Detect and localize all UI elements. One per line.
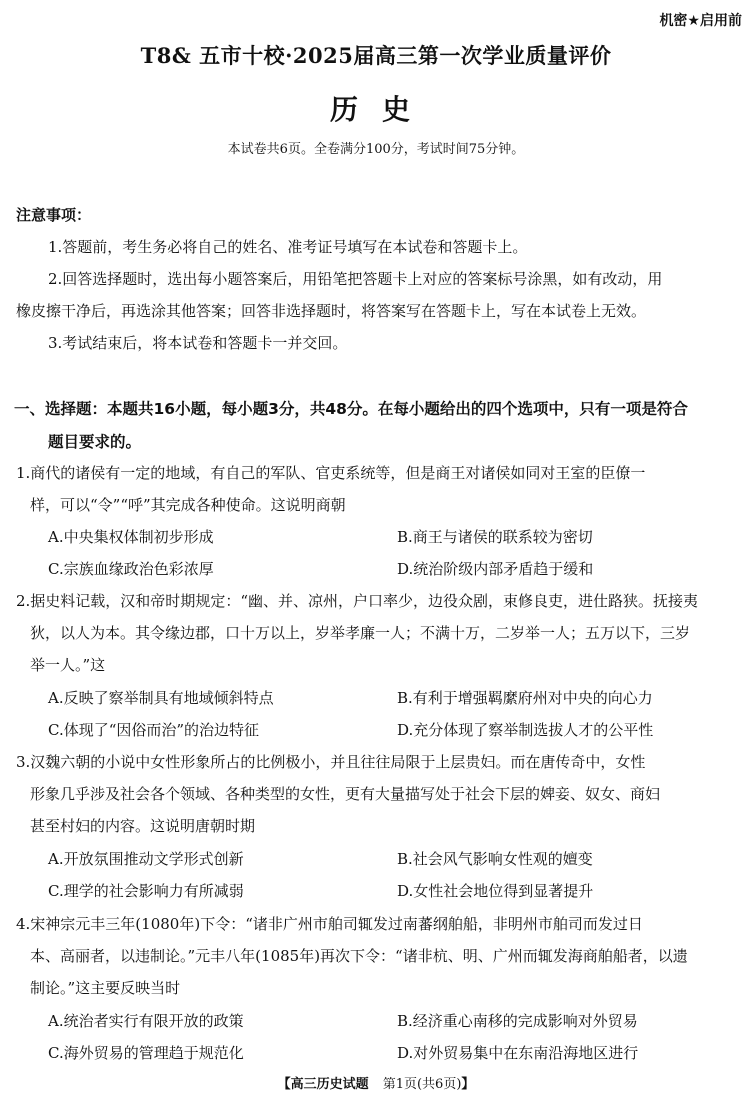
- subject-heading: 历史: [329, 93, 434, 126]
- question-1-option-c: C.宗族血缘政治色彩浓厚: [48, 560, 214, 578]
- question-2-stem: 2.据史料记载，汉和帝时期规定：“幽、并、凉州，户口率少，边役众剧，束修良吏，进仕路狭。抚接夷: [16, 592, 698, 610]
- confidential-mark: 机密★启用前: [659, 13, 742, 29]
- notice-line: 橡皮擦干净后，再选涂其他答案；回答非选择题时，将答案写在答题卡上，写在本试卷上无效。: [16, 302, 647, 320]
- question-2-option-d: D.充分体现了察举制选拔人才的公平性: [397, 721, 654, 739]
- question-4-option-d: D.对外贸易集中在东南沿海地区进行: [397, 1044, 639, 1062]
- notice-line: 1.答题前，考生务必将自己的姓名、准考证号填写在本试卷和答题卡上。: [48, 238, 528, 256]
- section-heading-cont: 题目要求的。: [48, 433, 142, 451]
- footer-close: 】: [461, 1077, 475, 1092]
- question-3-option-d: D.女性社会地位得到显著提升: [397, 882, 594, 900]
- question-4-stem: 制论。”这主要反映当时: [30, 979, 181, 997]
- question-2-stem: 举一人。”这: [30, 656, 106, 674]
- question-1-stem: 样，可以“令”“呼”其完成各种使命。这说明商朝: [30, 496, 346, 514]
- question-1-stem: 1.商代的诸侯有一定的地域，有自己的军队、官吏系统等，但是商王对诸侯如同对王室的臣僚一: [16, 464, 646, 482]
- question-3-option-c: C.理学的社会影响力有所减弱: [48, 882, 244, 900]
- question-3-stem: 甚至村妇的内容。这说明唐朝时期: [30, 817, 256, 835]
- notice-line: 3.考试结束后，将本试卷和答题卡一并交回。: [48, 334, 348, 352]
- question-2-stem: 狄，以人为本。其令缘边郡，口十万以上，岁举孝廉一人；不满十万，二岁举一人；五万以下，三岁: [30, 624, 691, 642]
- question-4-option-b: B.经济重心南移的完成影响对外贸易: [397, 1012, 638, 1030]
- question-1-option-a: A.中央集权体制初步形成: [48, 528, 214, 546]
- question-1-option-d: D.统治阶级内部矛盾趋于缓和: [397, 560, 594, 578]
- question-2-option-c: C.体现了“因俗而治”的治边特征: [48, 721, 260, 739]
- footer-label: 【高三历史试题: [277, 1077, 369, 1092]
- exam-title: T8& 五市十校·2025届高三第一次学业质量评价: [140, 43, 612, 68]
- exam-info: 本试卷共6页。全卷满分100分，考试时间75分钟。: [227, 142, 525, 157]
- question-3-option-b: B.社会风气影响女性观的嬗变: [397, 850, 593, 868]
- question-4-option-a: A.统治者实行有限开放的政策: [48, 1012, 244, 1030]
- footer-page-number: 第1页(共6页): [382, 1077, 462, 1092]
- question-2-option-a: A.反映了察举制具有地域倾斜特点: [48, 689, 274, 707]
- notice-heading: 注意事项：: [16, 206, 92, 224]
- question-4-option-c: C.海外贸易的管理趋于规范化: [48, 1044, 244, 1062]
- question-3-option-a: A.开放氛围推动文学形式创新: [48, 850, 244, 868]
- page-footer: [0, 1073, 752, 1092]
- question-1-option-b: B.商王与诸侯的联系较为密切: [397, 528, 593, 546]
- question-4-stem: 本、高丽者，以违制论。”元丰八年(1085年)再次下令：“诸非杭、明、广州而辄发海商舶船者，以遗: [30, 947, 688, 965]
- section-heading: 一、选择题：本题共16小题，每小题3分，共48分。在每小题给出的四个选项中，只有一项是符合: [14, 400, 688, 418]
- notice-line: 2.回答选择题时，选出每小题答案后，用铅笔把答题卡上对应的答案标号涂黑，如有改动，用: [48, 270, 663, 288]
- question-2-option-b: B.有利于增强羁縻府州对中央的向心力: [397, 689, 653, 707]
- question-3-stem: 3.汉魏六朝的小说中女性形象所占的比例极小，并且往往局限于上层贵妇。而在唐传奇中，女性: [16, 753, 646, 771]
- question-4-stem: 4.宋神宗元丰三年(1080年)下令：“诸非广州市舶司辄发过南蕃纲舶船，非明州市舶司而发过日: [16, 915, 643, 933]
- question-3-stem: 形象几乎涉及社会各个领域、各种类型的女性，更有大量描写处于社会下层的婢妾、奴女、商妇: [30, 785, 661, 803]
